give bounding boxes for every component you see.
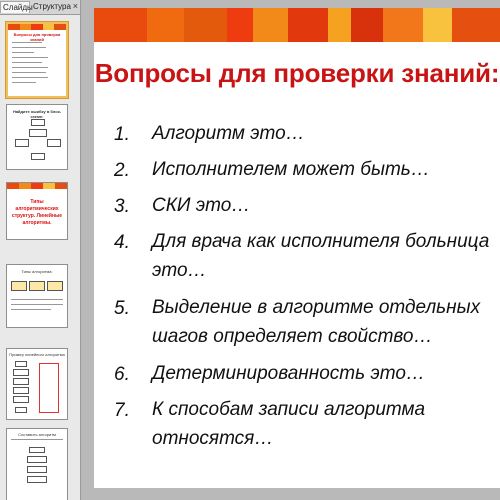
list-item-text: Детерминированность это… [152, 363, 425, 384]
header-stripe [253, 8, 288, 42]
header-stripe [328, 8, 352, 42]
slide-thumbnail-5[interactable] [6, 348, 68, 420]
list-item-text: СКИ это… [152, 195, 251, 216]
slide-thumbnail-1[interactable] [6, 22, 68, 98]
thumb-stripes [8, 24, 66, 30]
header-stripe [94, 8, 147, 42]
header-stripe [423, 8, 452, 42]
current-slide[interactable] [94, 8, 500, 488]
header-stripe [452, 8, 500, 42]
list-item-number: 2. [114, 160, 130, 181]
thumb-title: Составить алгоритм [18, 432, 56, 437]
slide-editor-area [81, 0, 500, 500]
list-item-number: 3. [114, 196, 130, 217]
list-item-text: Алгоритм это… [152, 123, 305, 144]
header-stripe [184, 8, 226, 42]
thumb-title: Пример линейного алгоритма [9, 352, 65, 357]
slide-thumbnail-3[interactable] [6, 182, 68, 240]
header-stripe [351, 8, 383, 42]
header-stripe [288, 8, 328, 42]
list-item-text: Выделение в алгоритме отдельных шагов определяет свойство… [152, 297, 481, 347]
list-item-text: Исполнителем может быть… [152, 159, 430, 180]
tab-slides[interactable]: Слайды [0, 1, 30, 13]
list-item-text: К способам записи алгоритма относятся… [152, 399, 426, 449]
list-item-number: 5. [114, 298, 130, 319]
list-item-text: Для врача как исполнителя больница это… [152, 231, 490, 281]
thumb-stripes [7, 183, 67, 189]
slide-thumbnail-2[interactable] [6, 104, 68, 170]
header-stripe [227, 8, 254, 42]
slides-panel [0, 0, 81, 500]
close-icon[interactable]: × [72, 1, 78, 11]
list-item-number: 1. [114, 124, 130, 145]
panel-tabs [0, 0, 80, 15]
list-item-number: 6. [114, 364, 130, 385]
list-item-number: 4. [114, 232, 130, 253]
header-stripe [383, 8, 423, 42]
thumb-title: Типы алгоритмических структур. Линейные алгоритмы. [11, 199, 63, 226]
slide-thumbnail-4[interactable] [6, 264, 68, 328]
slide-thumbnail-6[interactable] [6, 428, 68, 500]
thumb-title: Вопросы для проверки знаний [13, 32, 61, 42]
slide-header-stripes [94, 8, 500, 42]
thumb-title: Найдите ошибку в блок-схеме: [12, 109, 62, 119]
slide-title[interactable]: Вопросы для проверки знаний: [94, 58, 500, 88]
list-item-number: 7. [114, 400, 130, 421]
tab-outline[interactable]: Структура [33, 2, 71, 11]
thumb-title: Типы алгоритма: [21, 269, 53, 274]
header-stripe [147, 8, 184, 42]
